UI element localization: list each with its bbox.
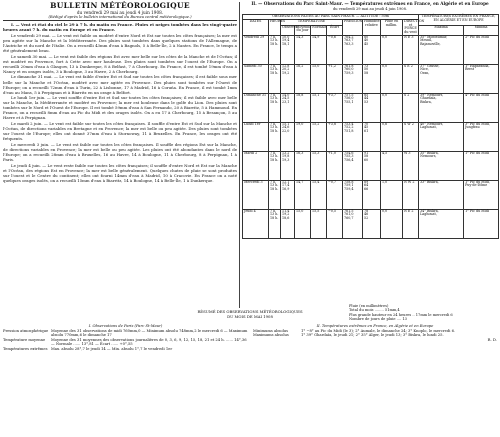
cell-hours: 7 h. 13 h. 18 h.: [269, 151, 281, 180]
cell-rain: 0,0: [381, 35, 403, 64]
col-minima: Minima: [464, 25, 499, 35]
cell-hum: 70 45 61: [363, 122, 381, 151]
weather-paragraph: Le mercredi 3 juin. — Le vent est faible sur toutes les côtes françaises. Il souffle des régions Est sur la Manche, de directions variables en Provence; la mer est belle ou peu agitée. Les pluies ont été abondantes dans le nord de l'Europe; on a recueilli 28mm d'eau à Bruxelles, 16 au Havre, 14 à Boulogne, 11 à Cherbourg, 8 à Perpignan, 1 à Paris.: [3, 141, 237, 162]
cell-hum: 85 44 53: [363, 93, 381, 122]
bulletin-date: du vendredi 29 mai au jeudi 4 juin 1908.: [76, 10, 164, 15]
cell-diff: +3,7: [327, 93, 343, 122]
cell-mean: 18,8: [295, 93, 311, 122]
cell-wind: N W 2: [403, 180, 419, 209]
cell-wind: W 3: [403, 151, 419, 180]
cell-press: 753,4 752,2 751,8: [343, 122, 363, 151]
cell-diff: +1,2: [327, 64, 343, 93]
weather-paragraph: Le dimanche 31 mai. — Le vent est faible d'entre Est et Sud sur toutes les côtes françaises; il est faible sous mer belle sur la Manche et l'Océan, modéré avec mer agitée en Provence. Des pluies sont tombées sur l'Ouest de l'Europe; on a recueilli 72mm d'eau à Turin, 22 à Lisbonne, 17 à Madrid, 16 à Coruña. En France, il est tombé 1mm d'eau au Mans, 5 à Perpignan et à Biarritz en un orage à Belfort.: [3, 74, 237, 95]
cell-minima: 2° Pic du Midi: [464, 35, 499, 64]
col-pression: PRESSION: [343, 19, 363, 35]
cell-wind: N E 2: [403, 209, 419, 238]
signature: R. D.: [487, 336, 497, 342]
cell-hours: 7 h. 13 h. 18 h.: [269, 209, 281, 238]
cell-diff: +3,8: [327, 122, 343, 151]
cell-normal: 15,2: [311, 122, 327, 151]
cell-t: 14,0 24,5 23,1: [281, 93, 295, 122]
section-heading-left: I. — Vent et état du ciel le 29 à 7 h. du matin en France. Pluies et neiges tombées dans les vingt-quatre heures avant 7 h. du matin en Europe et en France.: [3, 22, 237, 33]
cell-hum: 80 40 45: [363, 35, 381, 64]
cell-day: Dimanche 31: [243, 93, 269, 122]
cell-day: Mercredi 3: [243, 180, 269, 209]
cell-normal: 14,9: [311, 35, 327, 64]
col-temp-normal: Normale: [311, 25, 327, 35]
cell-maxima: 33° Biskra,: [419, 180, 464, 209]
cell-hours: 7 h. 13 h. 18 h.: [269, 64, 281, 93]
france-rows: [253, 329, 497, 338]
summary-value: Moyenne des 31 observations de midi 760mm,0 — Minimum absolu 748mm,2 le mercredi 6 — Maximum absolu 770mm,6 le dimanche 17: [51, 328, 248, 338]
table-row: [243, 35, 499, 64]
cell-diff: +1,0: [327, 151, 343, 180]
cell-hum: 91 58 60: [363, 151, 381, 180]
cell-rain: 0,0: [381, 93, 403, 122]
cell-normal: 15,4: [311, 180, 327, 209]
cell-hours: 7 h. 13 h. 18 h.: [269, 35, 281, 64]
observations-table: [242, 14, 499, 239]
cell-t: 11,4 19,2 18,6: [281, 209, 295, 238]
table-header-extremes: TEMPÉRATURES EXTRÊMES EN FRANCE, EN ALGÉRIE ET EN EUROPE: [419, 15, 499, 25]
summary-value: 1° −8° au Pic du Midi (le 3); 2° Aumale, le dimanche 24; 3° Knoplo, le mercredi 6.: [301, 328, 456, 333]
cell-minima: 1° Pic du Midi, Puy-de-Dôme: [464, 180, 499, 209]
table-row: [243, 151, 499, 180]
cell-rain: 1,0: [381, 180, 403, 209]
table-row: [243, 180, 499, 209]
divider: [3, 20, 237, 21]
summary-label: Maximums absolus: [253, 333, 289, 338]
cell-hum: 89 64 66: [363, 180, 381, 209]
cell-t: 12,8 20,2 19,2: [281, 64, 295, 93]
cell-t: 10,0 19,4 18,1: [281, 35, 295, 64]
summary-paris: [3, 324, 248, 352]
cell-mean: 16,2: [295, 64, 311, 93]
weather-paragraph: Le vendredi 29 mai. — Le vent est faible ou modéré d'entre Nord et Est sur toutes les côtes françaises; la mer est peu agitée sur la Manche et la Méditerranée. Des pluies sont tombées dans quelques stations de l'Allemagne, de l'Autriche et du nord de l'Italie. On a recueilli 43mm d'eau à Bagnols, 5 à Belle-Île, 2 à Nantes. En France, le temps a été généralement beau.: [3, 32, 237, 54]
precip-line: Plus grande hauteur en 24 heures .. 17mm le mercredi 6: [349, 312, 453, 317]
table-header-paris: OBSERVATIONS FAITES AU PARC SAINT-MAUR. — ALTITUDE : 50m: [243, 15, 419, 20]
monthly-summary: [3, 304, 497, 351]
weather-paragraph: Le mardi 2 juin. — Le vent est faible sur toutes les côtes françaises. Il souffle d'entre Est et Sud sur la Manche et l'Océan, de directions variables en Bretagne et en Provence; la mer est belle ou peu agitée. Des pluies sont tombées sur l'ouest de l'Europe; elles ont donné 37mm d'eau à Stornoway, 11 à Bruxelles. En France, les orages ont été fréquents.: [3, 121, 237, 142]
summary-paris-heading: I. Observations de Paris (Parc St-Maur): [88, 324, 163, 328]
cell-mean: 14,3: [295, 35, 311, 64]
cell-hours: 7 h. 13 h. 18 h.: [269, 180, 281, 209]
table-row: [243, 209, 499, 238]
cell-press: 757,5 756,0 755,1: [343, 93, 363, 122]
precip-line: Nombre de jours de pluie .... 13: [349, 317, 407, 322]
cell-minima: 1° Pic du Midi: [464, 151, 499, 180]
cell-maxima: 39° Nemours, Ghardaïa, Biskra,: [419, 93, 464, 122]
summary-row: [253, 333, 497, 338]
cell-diff: −0,7: [327, 180, 343, 209]
cell-maxima: 35° Montélimar, Mesnil, Bajamoville,: [419, 35, 464, 64]
summary-label: Température moyenne: [3, 337, 46, 342]
summary-month: DU MOIS DE MAI 1908: [227, 313, 273, 319]
cell-day: Jeudi 4: [243, 209, 269, 238]
cell-maxima: 34° Biskra, Laghouat,: [419, 209, 464, 238]
cell-minima: 1° Pic du Midi: [464, 209, 499, 238]
col-maxima: Maxima: [419, 25, 464, 35]
cell-mean: 14,7: [295, 180, 311, 209]
cell-normal: 15,0: [311, 64, 327, 93]
summary-label: Minimums absolus: [253, 328, 289, 333]
cell-day: Samedi 30: [243, 64, 269, 93]
cell-hum: 78 46 52: [363, 209, 381, 238]
cell-press: 764,2 763,7 763,3: [343, 35, 363, 64]
cell-minima: 3° Pic du Midi, Jungfrau: [464, 122, 499, 151]
cell-minima: 1° Haparanda, Brest: [464, 64, 499, 93]
header-note: (Rédigé d'après le bulletin international du Bureau central météorologique.): [48, 15, 192, 19]
left-paragraphs: [3, 33, 237, 183]
right-title: II. — Observations du Parc Saint-Maur. — Températures extrêmes en France, en Algérie et en Europe: [251, 1, 489, 6]
summary-france-heading: II. Températures extrêmes en France, en Algérie et en Europe: [316, 324, 434, 328]
cell-rain: 4,5: [381, 151, 403, 180]
cell-t: 15,1 24,6 22,0: [281, 122, 295, 151]
cell-mean: 15,0: [295, 209, 311, 238]
cell-wind: S W 2: [403, 122, 419, 151]
summary-value: 1° 39° Ghardaïa, le jeudi 21; 2° 35° Alger, le jeudi 13; 3° Biskra, le lundi 25.: [301, 333, 444, 338]
cell-minima: 4° Pic du Midi: [464, 93, 499, 122]
precip-lines: [349, 308, 497, 321]
cell-rain: 0,0: [381, 64, 403, 93]
precip-line: Total du mois ........ 51mm,4: [349, 308, 400, 313]
cell-press: 754,6 755,3 756,4: [343, 151, 363, 180]
table-row: [243, 64, 499, 93]
observations-body: [243, 35, 499, 238]
cell-maxima: 40° Nemours, Laghouat,: [419, 122, 464, 151]
table-row: [243, 122, 499, 151]
precipitation-box: [349, 304, 497, 322]
summary-row: [3, 347, 248, 352]
col-wind: DIRECTION et FORCE du vent: [404, 18, 425, 35]
cell-day: Vendredi 29: [243, 35, 269, 64]
col-humidity: Humidité relative: [363, 19, 381, 35]
cell-day: Mardi 2: [243, 151, 269, 180]
cell-hours: 7 h. 13 h. 18 h.: [269, 122, 281, 151]
weather-paragraph: Le lundi 1er juin. — Le vent souffle d'entre Est et Sud sur toutes les côtes françaises; il est faible avec mer belle sur la Manche, la Méditerranée et modéré en Provence; la mer est houleuse dans le golfe du Lion. Des pluies sont tombées sur le Nord et l'Ouest de l'Europe. Il est tombé 59mm d'eau à San Fernando, 20 à Biarritz, 5 à Hammoud. En France, on a recueilli 8mm d'eau au Pic du Midi et des orages isolés. On a eu 17 à Cherbourg, 15 à Besançon, 5 au Havre et à Perpignan.: [3, 95, 237, 121]
cell-rain: 0,0: [381, 209, 403, 238]
col-rain: Pluie en millim.: [381, 19, 403, 35]
cell-mean: 16,3: [295, 151, 311, 180]
col-temperature: TEMPÉRATURE: [281, 19, 343, 25]
col-dates: DATES: [243, 19, 269, 35]
col-temp-mean: Moyenne du jour: [295, 25, 311, 35]
cell-press: 761,8 760,0 759,3: [343, 64, 363, 93]
col-temp-observed: Observée: [281, 25, 295, 35]
summary-france: [253, 324, 497, 342]
cell-mean: 19,0: [295, 122, 311, 151]
right-subtitle: du vendredi 29 mai au jeudi 4 juin 1908.: [332, 6, 408, 11]
weather-paragraph: Le jeudi 4 juin. — Le vent reste faible sur toutes les côtes françaises; il souffle d'entre Nord et Est sur la Manche et l'Océan, des régions Est en Provence; la mer est belle généralement. Quelques chutes de pluie se sont produites sur l'ouest et le Centre du continent; elles ont fourni 14mm d'eau à Madrid, 10 à Cracovie. En France on a noté quelques orages isolés, on a recueilli 15mm d'eau à Biarritz, 14 à Boulogne, 14 à Belle-Île, 1 à Dunkerque.: [3, 162, 237, 183]
table-row: [243, 93, 499, 122]
cell-maxima: 37° Grasse, Nice, Oran,: [419, 64, 464, 93]
cell-maxima: 35° Biskra, Nemours,: [419, 151, 464, 180]
cell-hours: 7 h. 13 h. 18 h.: [269, 93, 281, 122]
precip-label: Pluie (en millimètres): [349, 304, 389, 308]
column-divider: [239, 2, 240, 308]
summary-row: [3, 329, 248, 338]
left-column: [3, 2, 237, 183]
cell-t: 13,2 19,8 19,3: [281, 151, 295, 180]
col-hours: HEURES: [269, 19, 281, 35]
cell-hum: 73 50 58: [363, 64, 381, 93]
summary-label: Pression atmosphérique: [3, 328, 49, 333]
cell-wind: S 2: [403, 93, 419, 122]
summary-value: Max. absolu 28°,7 le jeudi 14 — Min. absolu 1°,7 le vendredi 1er: [51, 346, 173, 351]
cell-t: 12,1 17,4 16,9: [281, 180, 295, 209]
cell-normal: 15,1: [311, 93, 327, 122]
paris-rows: [3, 329, 248, 352]
cell-wind: S E 2: [403, 64, 419, 93]
summary-row: [3, 338, 248, 347]
page-title: BULLETIN MÉTÉOROLOGIQUE: [50, 1, 190, 10]
weather-paragraph: Le samedi 30 mai. — Le vent est faible des régions Est avec mer belle sur les côtes de la Manche et de l'Océan; il est modéré en Provence, fort à Cette avec mer houleuse. Des pluies sont tombées sur l'ouest de l'Europe. On a recueilli 20mm d'eau à Glasgow, 13 à Dunkerque, 8 à Belfast, 7 à Cherbourg. En France, il est tombé 19mm d'eau à Nancy et en orages isolés, 3 à Boulogne, 3 au Havre, 2 à Cherbourg.: [3, 53, 237, 74]
cell-diff: −0,6: [327, 35, 343, 64]
summary-title: RÉSUMÉ DES OBSERVATIONS MÉTÉOROLOGIQUES: [197, 309, 303, 314]
cell-rain: 0,6: [381, 122, 403, 151]
col-temp-diff: Écart: [327, 25, 343, 35]
cell-wind: N E 3: [403, 35, 419, 64]
right-column: [242, 2, 498, 239]
cell-press: 758,8 759,1 759,4: [343, 180, 363, 209]
cell-normal: 15,3: [311, 151, 327, 180]
cell-day: Lundi 1er: [243, 122, 269, 151]
cell-diff: −0,5: [327, 209, 343, 238]
cell-press: 761,5 761,0 760,7: [343, 209, 363, 238]
summary-value: Moyenne des 31 moyennes des observations journalières de 0, 3, 6, 9, 12, 15, 18, 21 et 24 h. ...... 14°,36 — Normale ...... 13°,81 — Écart ...... +0°,55: [51, 337, 247, 347]
summary-label: Températures extrêmes: [3, 346, 48, 351]
cell-normal: 15,5: [311, 209, 327, 238]
